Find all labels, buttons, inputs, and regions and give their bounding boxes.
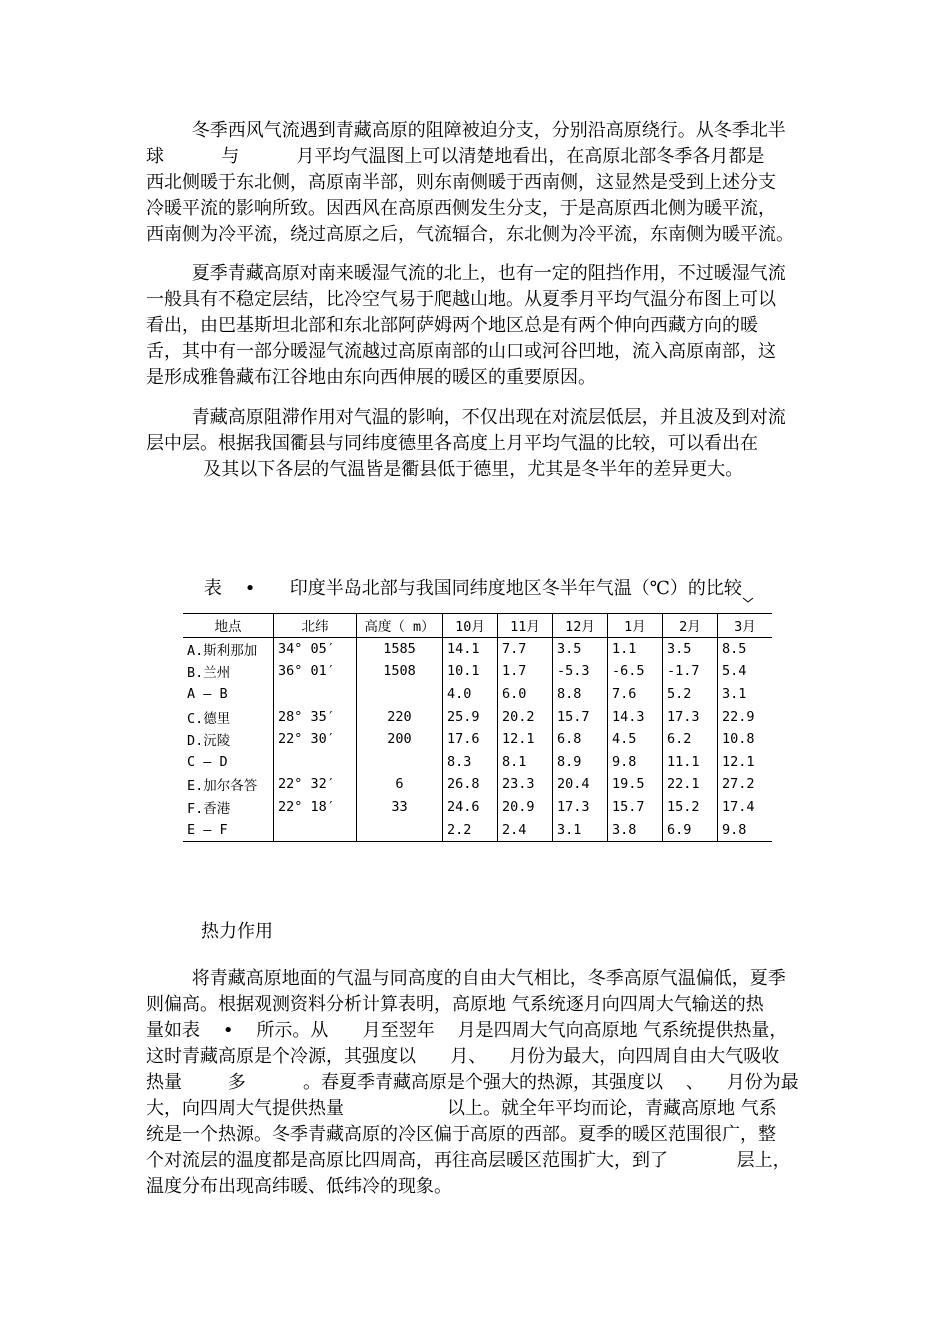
table-row: [183, 683, 772, 706]
text-line: 这时青藏高原是个冷源，其强度以 月、 月份为最大，向四周自由大气吸收: [146, 1046, 780, 1067]
text-line: 大，向四周大气提供热量 以上。就全年平均而论，青藏高原地 气系: [146, 1098, 777, 1119]
cell-mar: 5.4: [718, 660, 773, 683]
text-line: 则偏高。根据观测资料分析计算表明，高原地 气系统逐月向四周大气输送的热: [146, 994, 764, 1015]
cell-feb: 15.2: [663, 796, 718, 819]
table-row: [183, 773, 772, 796]
cell-place: B.兰州: [187, 665, 231, 682]
cell-place: D.沅陵: [187, 733, 231, 750]
cell-place: C — D: [187, 753, 228, 770]
cell-place: C.德里: [187, 710, 231, 727]
text-line: 西北侧暖于东北侧，高原南半部，则东南侧暖于西南侧，这显然是受到上述分支: [146, 172, 776, 193]
cell-latitude: 28° 35′: [274, 705, 357, 728]
text-line: 西南侧为冷平流，绕过高原之后，气流辐合，东北侧为冷平流，东南侧为暖平流。: [146, 224, 794, 245]
cell-jan: 19.5: [608, 773, 663, 796]
text-line: 冬季西风气流遇到青藏高原的阻障被迫分支，分别沿高原绕行。从冬季北半: [146, 120, 786, 141]
table-header-row: [183, 614, 772, 638]
cell-feb: 5.2: [663, 683, 718, 706]
cell-mar: 17.4: [718, 796, 773, 819]
cell-dec: -5.3: [553, 660, 608, 683]
cell-oct: 2.2: [443, 818, 498, 841]
text-line: 一般具有不稳定层结，比冷空气易于爬越山地。从夏季月平均气温分布图上可以: [146, 289, 776, 310]
cell-latitude: [274, 751, 357, 774]
cell-jan: 15.7: [608, 796, 663, 819]
cell-place: A — B: [187, 686, 228, 703]
header-place: 地点: [183, 614, 274, 638]
cell-oct: 14.1: [443, 637, 498, 660]
cell-place: E.加尔各答: [187, 778, 258, 795]
cell-jan: -6.5: [608, 660, 663, 683]
cell-feb: 22.1: [663, 773, 718, 796]
header-altitude: 高度（ m）: [357, 614, 443, 638]
table-row: [183, 751, 772, 774]
cell-jan: 3.8: [608, 818, 663, 841]
cell-latitude: [274, 818, 357, 841]
text-line: 冷暖平流的影响所致。因西风在高原西侧发生分支，于是高原西北侧为暖平流，: [146, 198, 776, 219]
cell-nov: 12.1: [498, 728, 553, 751]
table-row: [183, 705, 772, 728]
cell-mar: 12.1: [718, 751, 773, 774]
cell-nov: 8.1: [498, 751, 553, 774]
table-row: [183, 796, 772, 819]
cell-feb: 17.3: [663, 705, 718, 728]
cell-altitude: 200: [357, 728, 443, 751]
cell-altitude: 1508: [357, 660, 443, 683]
text-line: 将青藏高原地面的气温与同高度的自由大气相比，冬季高原气温偏低，夏季: [146, 968, 786, 989]
table-row: [183, 728, 772, 751]
cell-dec: 3.1: [553, 818, 608, 841]
cell-feb: 11.1: [663, 751, 718, 774]
cell-altitude: [357, 683, 443, 706]
cell-mar: 22.9: [718, 705, 773, 728]
header-dec: 12月: [553, 614, 608, 638]
cell-jan: 1.1: [608, 637, 663, 660]
text-line: 层中层。根据我国衢县与同纬度德里各高度上月平均气温的比较，可以看出在: [146, 433, 758, 454]
cell-jan: 4.5: [608, 728, 663, 751]
cell-dec: 17.3: [553, 796, 608, 819]
section-heading: 热力作用: [201, 921, 273, 942]
header-oct: 10月: [443, 614, 498, 638]
header-latitude: 北纬: [274, 614, 357, 638]
cell-mar: 10.8: [718, 728, 773, 751]
cell-oct: 24.6: [443, 796, 498, 819]
cell-jan: 9.8: [608, 751, 663, 774]
cell-oct: 10.1: [443, 660, 498, 683]
cell-dec: 3.5: [553, 637, 608, 660]
text-line: 热量 多 。春夏季青藏高原是个强大的热源，其强度以 、 月份为最: [146, 1072, 799, 1093]
cell-latitude: 22° 18′: [274, 796, 357, 819]
cell-oct: 26.8: [443, 773, 498, 796]
cell-nov: 20.2: [498, 705, 553, 728]
cell-dec: 15.7: [553, 705, 608, 728]
cell-latitude: 34° 05′: [274, 637, 357, 660]
table-row: [183, 637, 772, 660]
text-line: 量如表 • 所示。从 月至翌年 月是四周大气向高原地 气系统提供热量，: [146, 1020, 788, 1041]
cell-nov: 23.3: [498, 773, 553, 796]
header-feb: 2月: [663, 614, 718, 638]
cell-nov: 6.0: [498, 683, 553, 706]
cell-altitude: 33: [357, 796, 443, 819]
text-line: 舌，其中有一部分暖湿气流越过高原南部的山口或河谷凹地，流入高原南部，这: [146, 341, 776, 362]
text-line: 温度分布出现高纬暖、低纬冷的现象。: [146, 1176, 452, 1197]
cell-altitude: 6: [357, 773, 443, 796]
text-line: 夏季青藏高原对南来暖湿气流的北上，也有一定的阻挡作用，不过暖湿气流: [146, 263, 786, 284]
cell-mar: 3.1: [718, 683, 773, 706]
cell-place: E — F: [183, 818, 274, 841]
cell-latitude: [274, 683, 357, 706]
text-line: 看出，由巴基斯坦北部和东北部阿萨姆两个地区总是有两个伸向西藏方向的暖: [146, 315, 758, 336]
cell-altitude: [357, 818, 443, 841]
cell-dec: 8.8: [553, 683, 608, 706]
cell-feb: -1.7: [663, 660, 718, 683]
text-line: 个对流层的温度都是高原比四周高，再往高层暖区范围扩大，到了 层上，: [146, 1150, 791, 1171]
cell-dec: 8.9: [553, 751, 608, 774]
text-line: 是形成雅鲁藏布江谷地由东向西伸展的暖区的重要原因。: [146, 367, 596, 388]
cell-latitude: 22° 30′: [274, 728, 357, 751]
cell-nov: 1.7: [498, 660, 553, 683]
cell-dec: 20.4: [553, 773, 608, 796]
cell-latitude: 22° 32′: [274, 773, 357, 796]
header-jan: 1月: [608, 614, 663, 638]
cell-feb: 6.9: [663, 818, 718, 841]
cell-place: A.斯利那加: [187, 642, 258, 659]
cell-nov: 7.7: [498, 637, 553, 660]
text-line: 统是一个热源。冬季青藏高原的冷区偏于高原的西部。夏季的暖区范围很广，整: [146, 1124, 776, 1145]
cell-nov: 20.9: [498, 796, 553, 819]
cell-oct: 17.6: [443, 728, 498, 751]
cell-oct: 8.3: [443, 751, 498, 774]
cell-nov: 2.4: [498, 818, 553, 841]
cell-dec: 6.8: [553, 728, 608, 751]
paragraph-mark-icon: [742, 586, 754, 592]
header-mar: 3月: [718, 614, 773, 638]
cell-jan: 7.6: [608, 683, 663, 706]
cell-latitude: 36° 01′: [274, 660, 357, 683]
temperature-table: [183, 613, 772, 842]
table-row: [183, 818, 772, 841]
table-caption-text: 表 • 印度半岛北部与我国同纬度地区冬半年气温（℃）的比较: [203, 578, 742, 599]
text-line: 青藏高原阻滞作用对气温的影响，不仅出现在对流层低层，并且波及到对流: [146, 407, 786, 428]
text-line: 及其以下各层的气温皆是衢县低于德里，尤其是冬半年的差异更大。: [146, 459, 744, 480]
header-nov: 11月: [498, 614, 553, 638]
text-line: 球 与 月平均气温图上可以清楚地看出，在高原北部冬季各月都是: [146, 146, 765, 167]
cell-oct: 25.9: [443, 705, 498, 728]
cell-place: F.香港: [187, 801, 231, 818]
cell-feb: 3.5: [663, 637, 718, 660]
table-body: [183, 637, 772, 841]
cell-altitude: 1585: [357, 637, 443, 660]
cell-oct: 4.0: [443, 683, 498, 706]
cell-feb: 6.2: [663, 728, 718, 751]
cell-mar: 27.2: [718, 773, 773, 796]
cell-altitude: [357, 751, 443, 774]
cell-altitude: 220: [357, 705, 443, 728]
table-row: [183, 660, 772, 683]
cell-jan: 14.3: [608, 705, 663, 728]
cell-mar: 9.8: [718, 818, 773, 841]
cell-mar: 8.5: [718, 637, 773, 660]
